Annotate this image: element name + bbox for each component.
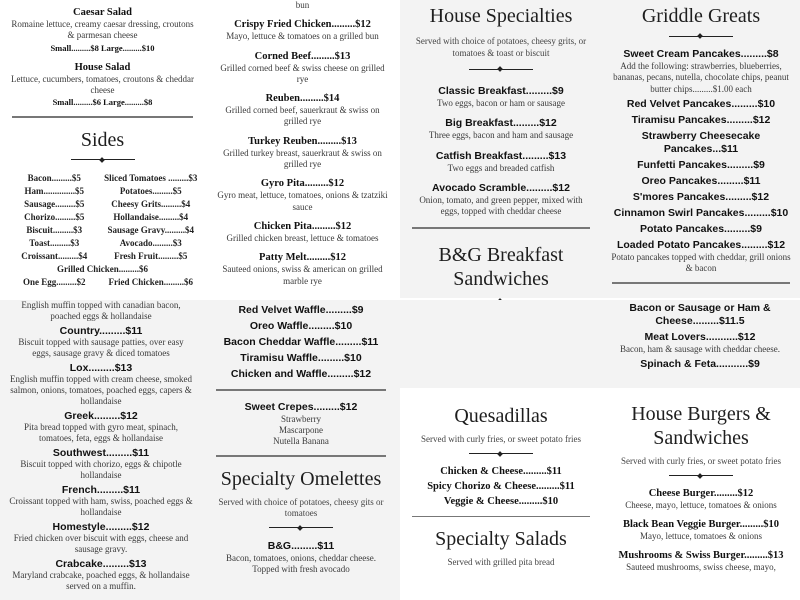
menu-item — [211, 221, 394, 244]
menu-item-name-price: Crabcake.........$13 — [55, 558, 147, 570]
menu-item — [406, 496, 596, 508]
menu-item — [210, 352, 392, 365]
menu-item — [211, 178, 394, 213]
menu-item-description: Bacon, ham & sausage with cheddar cheese. — [620, 344, 780, 354]
menu-item-description: Maryland crabcake, poached eggs, & hollandaise served on a muffin. — [12, 570, 190, 591]
menu-item-description: Grilled turkey breast, sauerkraut & swiss on grilled rye — [223, 147, 382, 170]
menu-item — [211, 93, 394, 128]
menu-item-name-price: Avocado Scramble.........$12 — [432, 181, 570, 194]
menu-item-description: Biscuit topped with sausage patties, over easy eggs, sausage gravy & diced tomatoes — [18, 337, 184, 358]
menu-item-description: Sauteed mushrooms, swiss cheese, mayo, — [626, 562, 776, 573]
menu-item-name-price: Funfetti Pancakes.........$9 — [637, 158, 765, 171]
menu-item-description: Grilled corned beef, sauerkraut & swiss on grilled rye — [225, 105, 380, 127]
menu-item — [210, 540, 392, 576]
menu-item — [606, 114, 796, 127]
ornament-divider-icon — [469, 67, 533, 71]
menu-item — [406, 117, 596, 141]
section-title: Sides — [80, 128, 125, 151]
sides-list — [6, 172, 199, 288]
side-item: Cheesy Grits.........$4 — [111, 198, 191, 209]
menu-item — [604, 358, 796, 371]
section-title: Specialty Omelettes — [220, 467, 382, 490]
menu-item-name-price: Sweet Crepes.........$12 — [244, 400, 358, 413]
menu-item-name-price: Bacon or Sausage or Ham & Cheese.........$11.5 — [629, 302, 771, 327]
menu-item — [606, 488, 796, 511]
menu-item — [4, 521, 198, 555]
menu-item — [210, 368, 392, 381]
menu-item-description: Fried chicken over biscuit with eggs, cheese and sausage gravy. — [13, 533, 189, 554]
side-item: Avocado.........$3 — [119, 237, 182, 248]
menu-item — [406, 150, 596, 174]
menu-item-name-price: Loaded Potato Pancakes.........$12 — [616, 238, 786, 251]
menu-item-name-price: Meat Lovers...........$12 — [644, 331, 756, 343]
menu-item — [606, 550, 796, 573]
menu-item-description: Grilled corned beef & swiss cheese on grilled rye — [220, 62, 385, 84]
side-item: Ham..............$5 — [24, 185, 84, 196]
side-item: One Egg.........$2 — [22, 276, 86, 287]
side-item: Potatoes.........$5 — [119, 185, 182, 196]
menu-item-description: Nutella Banana — [273, 436, 329, 447]
menu-item-description: Two eggs and breaded catfish — [447, 162, 555, 173]
menu-item — [6, 62, 199, 109]
menu-item-name-price: Gyro Pita.........$12 — [260, 178, 345, 190]
menu-item-name-price: Oreo Pancakes.........$11 — [641, 174, 761, 187]
section-subtitle: Served with curly fries, or sweet potato fries — [421, 434, 581, 444]
menu-item — [606, 519, 796, 542]
menu-item-name-price: Sweet Cream Pancakes.........$8 — [623, 48, 779, 60]
menu-item-description: Two eggs, bacon or ham or sausage — [436, 98, 566, 108]
menu-panel-salads-sides — [0, 0, 205, 300]
menu-item-name-price: Turkey Reuben.........$13 — [248, 135, 357, 147]
section-divider — [412, 516, 590, 518]
side-item: Hollandaise.........$4 — [113, 211, 189, 222]
menu-item-name-price: Tiramisu Waffle.........$10 — [240, 352, 362, 364]
menu-panel-house-specialties — [400, 0, 602, 298]
side-item: Toast.........$3 — [29, 237, 80, 248]
menu-item — [211, 0, 394, 11]
menu-item — [4, 325, 198, 359]
menu-item — [211, 51, 394, 86]
side-item: Sausage.........$5 — [24, 198, 85, 209]
section-title: House Specialties — [429, 5, 573, 27]
menu-item-name-price: Patty Melt.........$12 — [259, 252, 346, 264]
section-subtitle: Served with choice of potatoes, cheesy gits or tomatoes — [218, 496, 384, 519]
menu-item — [604, 331, 796, 355]
menu-item-description: Bacon, tomatoes, onions, cheddar cheese. Topped with fresh avocado — [226, 552, 376, 575]
menu-item-name-price: House Salad — [74, 61, 131, 73]
section-divider — [612, 282, 790, 284]
menu-item-name-price: Oreo Waffle.........$10 — [249, 320, 353, 332]
menu-item-description: Mayo, lettuce & tomatoes on a grilled bun — [226, 31, 379, 42]
menu-item — [211, 252, 394, 287]
menu-item — [406, 481, 596, 493]
section-title: Specialty Salads — [435, 528, 567, 550]
menu-item-name-price: Tiramisu Pancakes.........$12 — [631, 113, 771, 126]
menu-item-description: Grilled chicken breast, lettuce & tomatoes — [226, 232, 379, 243]
menu-panel-breakfast-benedicts — [0, 300, 202, 600]
menu-item-description: Pita bread topped with gyro meat, spinach, tomatoes, feta, eggs & hollandaise — [24, 422, 178, 443]
ornament-divider-icon — [71, 158, 135, 162]
menu-item-name-price: Lox.........$13 — [69, 362, 133, 374]
side-item: Fried Chicken.........$6 — [108, 276, 193, 287]
menu-item — [210, 401, 392, 448]
menu-item-description: Lettuce, cucumbers, tomatoes, croutons & cheddar cheese — [11, 73, 194, 95]
menu-item-description: Mayo, lettuce, tomatoes & onions — [640, 530, 762, 541]
menu-item-name-price: Country.........$11 — [59, 325, 143, 337]
menu-item-description: Sauteed onions, swiss & american on grilled marble rye — [222, 264, 383, 286]
menu-item-description: Biscuit topped with chorizo, eggs & chipotle hollandaise — [20, 459, 182, 480]
menu-item — [606, 130, 796, 156]
menu-item-name-price: Cheese Burger.........$12 — [648, 487, 754, 499]
menu-item-name-price: Red Velvet Pancakes.........$10 — [626, 97, 776, 110]
menu-item — [211, 19, 394, 42]
menu-item — [210, 304, 392, 317]
menu-item-name-price: Potato Pancakes.........$9 — [640, 222, 762, 235]
section-title: House Burgers & Sandwiches — [631, 403, 771, 449]
menu-item — [211, 136, 394, 171]
section-title: B&G Breakfast Sandwiches — [438, 243, 564, 290]
menu-item-name-price: Caesar Salad — [72, 7, 133, 18]
menu-item — [406, 466, 596, 478]
menu-item-name-price: Cinnamon Swirl Pancakes.........$10 — [613, 206, 789, 219]
section-title: Quesadillas — [454, 405, 548, 427]
menu-item-name-price: B&G.........$11 — [267, 539, 335, 552]
section-divider — [216, 455, 386, 457]
menu-item-description: Romaine lettuce, creamy caesar dressing, croutons & parmesan cheese — [11, 19, 194, 41]
menu-item — [604, 302, 796, 328]
section-divider — [12, 116, 193, 118]
menu-item-name-price: Red Velvet Waffle.........$9 — [238, 304, 364, 316]
menu-item-name-price: Spinach & Feta...........$9 — [640, 358, 760, 371]
menu-item — [606, 239, 796, 275]
menu-item-description: Gyro meat, lettuce, tomatoes, onions & tzatziki sauce — [217, 190, 388, 212]
menu-item-name-price: Spicy Chorizo & Cheese.........$11 — [427, 480, 575, 492]
menu-panel-sandwiches — [205, 0, 400, 300]
menu-item — [606, 175, 796, 188]
menu-item-description: Cheese, mayo, lettuce, tomatoes & onions — [625, 499, 777, 510]
menu-item-sizes-prices: Small.........$6 Large.........$8 — [52, 97, 153, 108]
menu-item-description: Mascarpone — [279, 424, 323, 435]
menu-item — [606, 223, 796, 236]
menu-item-description: bun — [295, 0, 310, 10]
menu-item — [210, 320, 392, 333]
menu-item-description: English muffin topped with canadian bacon, poached eggs & hollandaise — [21, 300, 181, 321]
menu-item-name-price: Classic Breakfast.........$9 — [438, 85, 564, 97]
menu-item-description: Potato pancakes topped with cheddar, grill onions & bacon — [611, 251, 791, 274]
side-item: Grilled Chicken.........$6 — [56, 263, 148, 274]
menu-item-name-price: French.........$11 — [61, 484, 141, 496]
menu-item-description: Onion, tomato, and green pepper, mixed with eggs, topped with cheddar cheese — [419, 194, 583, 217]
menu-item-name-price: Corned Beef.........$13 — [254, 50, 351, 62]
menu-item-name-price: Big Breakfast.........$12 — [445, 117, 557, 130]
menu-item — [606, 48, 796, 95]
menu-item-name-price: Chicken & Cheese.........$11 — [440, 465, 562, 477]
side-item: Sliced Tomatoes .........$3 — [104, 172, 198, 183]
side-item: Biscuit.........$3 — [26, 224, 83, 235]
side-item: Croissant.........$4 — [21, 250, 88, 261]
menu-panel-breakfast-sandwiches-items — [600, 300, 800, 388]
side-item: Chorizo.........$5 — [24, 211, 85, 222]
ornament-divider-icon — [269, 526, 333, 530]
section-divider — [216, 389, 386, 391]
ornament-divider-icon — [669, 34, 733, 38]
menu-panel-quesadillas-salads — [400, 388, 602, 600]
menu-item-description: Croissant topped with ham, swiss, poached eggs & hollandaise — [9, 496, 193, 517]
menu-item-name-price: Catfish Breakfast.........$13 — [435, 149, 567, 162]
menu-item — [606, 159, 796, 172]
menu-item — [210, 336, 392, 349]
menu-item-description: Add the following: strawberries, blueberries, bananas, pecans, nutella, chocolate chips, peanut butter chips.........$1.00 each — [613, 61, 789, 94]
menu-item — [4, 300, 198, 322]
ornament-divider-icon — [469, 452, 533, 456]
menu-item-sizes-prices: Small.........$8 Large.........$10 — [50, 42, 155, 53]
menu-item-name-price: Strawberry Cheesecake Pancakes...$11 — [641, 129, 761, 155]
menu-item-name-price: Bacon Cheddar Waffle.........$11 — [223, 336, 379, 348]
side-item: Sausage Gravy.........$4 — [107, 224, 194, 235]
menu-item-name-price: Black Bean Veggie Burger.........$10 — [623, 518, 779, 530]
menu-item-name-price: S'mores Pancakes.........$12 — [632, 190, 770, 203]
menu-panel-waffles-omelettes — [202, 300, 400, 600]
menu-panel-burgers — [602, 388, 800, 600]
menu-item — [406, 182, 596, 218]
menu-item — [606, 191, 796, 204]
menu-item-name-price: Chicken and Waffle.........$12 — [230, 368, 372, 380]
menu-item — [4, 484, 198, 518]
menu-panel-griddle-greats — [602, 0, 800, 298]
menu-item-description: Strawberry — [281, 413, 321, 424]
section-divider — [412, 227, 590, 229]
section-subtitle: Served with choice of potatoes, cheesy grits, or tomatoes & toast or biscuit — [415, 36, 587, 58]
menu-item-name-price: Southwest.........$11 — [52, 447, 150, 459]
ornament-divider-icon — [669, 474, 733, 478]
side-item: Fresh Fruit.........$5 — [114, 250, 188, 261]
menu-item-name-price: Greek.........$12 — [64, 410, 138, 422]
section-subtitle: Served with curly fries, or sweet potato fries — [621, 456, 781, 466]
menu-item — [406, 85, 596, 109]
menu-item-name-price: Chicken Pita.........$12 — [253, 220, 352, 232]
menu-item-name-price: Reuben.........$14 — [265, 93, 340, 105]
section-title: Griddle Greats — [641, 5, 761, 27]
menu-item-description: English muffin topped with cream cheese, smoked salmon, onions, tomatoes, poached eggs, capers & hollandaise — [9, 374, 193, 406]
menu-item — [4, 447, 198, 481]
menu-item-name-price: Mushrooms & Swiss Burger.........$13 — [618, 550, 784, 562]
menu-item-name-price: Veggie & Cheese.........$10 — [443, 495, 559, 507]
menu-item — [4, 362, 198, 407]
menu-item — [4, 558, 198, 592]
menu-item — [6, 7, 199, 54]
side-item: Bacon.........$5 — [27, 172, 81, 183]
section-subtitle: Served with grilled pita bread — [447, 557, 555, 567]
menu-item — [606, 98, 796, 111]
menu-item-name-price: Homestyle.........$12 — [52, 521, 150, 533]
menu-item — [4, 410, 198, 444]
menu-item-description: Three eggs, bacon and ham and sausage — [428, 130, 574, 141]
menu-item — [606, 207, 796, 220]
menu-item-name-price: Crispy Fried Chicken.........$12 — [234, 19, 371, 31]
